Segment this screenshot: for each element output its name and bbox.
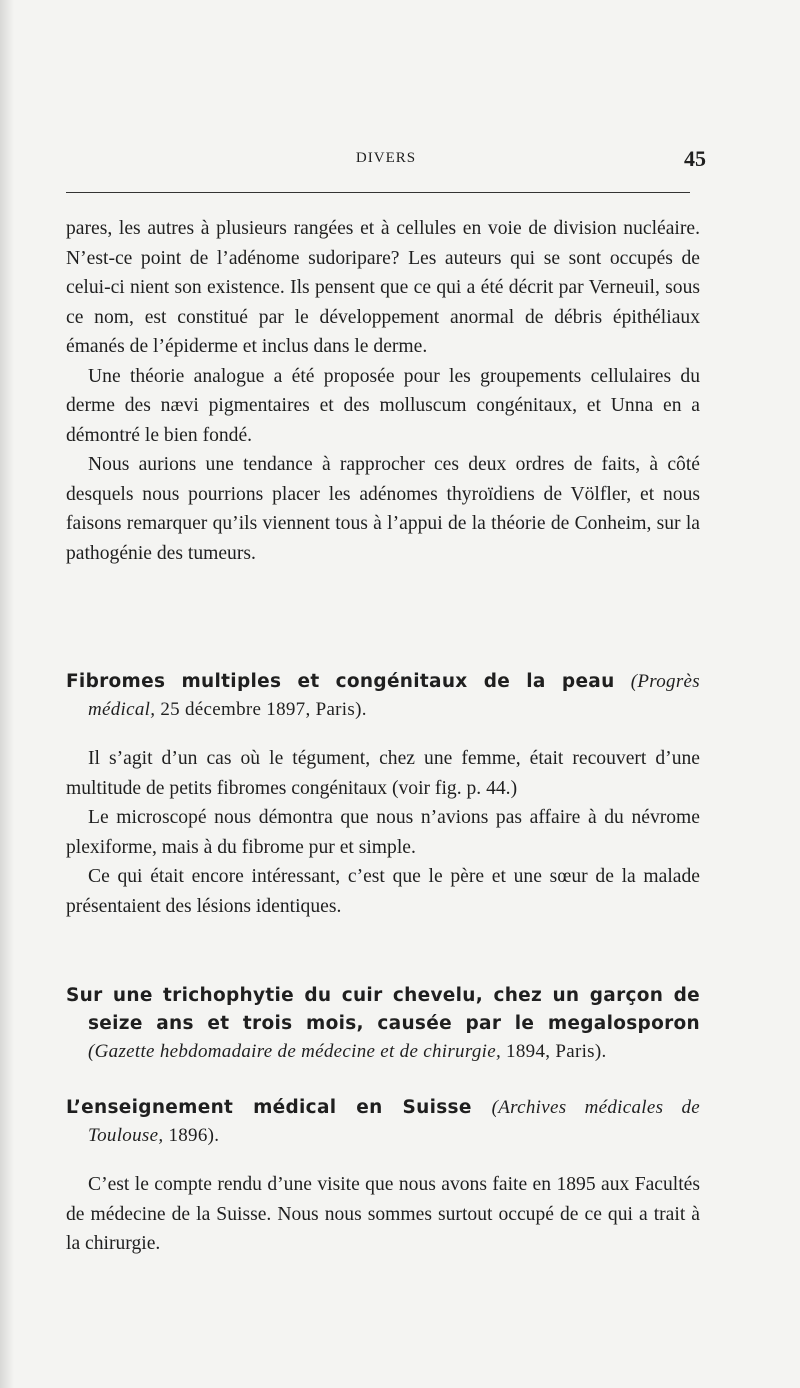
reference-date: 25 décembre 1897, Paris). (155, 699, 367, 720)
paragraph: Le microscopé nous démontra que nous n’avions pas affaire à du névrome plexiforme, mais à du fibrome pur et simple. (66, 807, 700, 858)
article-fibromes (66, 668, 700, 921)
paragraph: Ce qui était encore intéressant, c’est que le père et une sœur de la malade présentaient des lésions identiques. (66, 866, 700, 917)
paragraph: C’est le compte rendu d’une visite que nous avons faite en 1895 aux Facultés de médecine de la Suisse. Nous nous sommes surtout occupé de ce qui a trait à la chirurgie. (66, 1174, 700, 1254)
article-trichophytie (66, 982, 700, 1066)
continued-section (66, 214, 700, 568)
page-edge-shadow (0, 0, 14, 1388)
article-heading (66, 982, 700, 1066)
reference-date: 1894, Paris). (501, 1041, 607, 1062)
article-heading (66, 668, 700, 724)
reference-source: (Progrès médical, (88, 671, 700, 720)
reference-source: (Archives médicales de Toulouse, (88, 1097, 700, 1146)
article-reference (88, 1041, 607, 1062)
running-head (66, 146, 706, 178)
page-number: 45 (684, 146, 706, 171)
running-title: DIVERS (355, 150, 417, 166)
reference-source: (Gazette hebdomadaire de médecine et de chirurgie, (88, 1041, 501, 1062)
article-title: Sur une trichophytie du cuir chevelu, chez un garçon de seize ans et trois mois, causée par le megalosporon (66, 985, 700, 1034)
article-heading (66, 1094, 700, 1150)
reference-date: 1896). (163, 1125, 220, 1146)
article-enseignement (66, 1094, 700, 1259)
header-rule (66, 192, 690, 193)
paragraph: Une théorie analogue a été proposée pour les groupements cellulaires du derme des nævi pigmentaires et des molluscum congénitaux, et Unna en a démontré le bien fondé. (66, 365, 700, 446)
paragraph: pares, les autres à plusieurs rangées et à cellules en voie de division nucléaire. N’est-ce point de l’adénome sudoripare? Les auteurs qui se sont occupés de celui-ci nient son existence. Ils pensent que ce qui a été décrit par Verneuil, sous ce nom, est constitué par le développement anormal de débris épithéliaux émanés de l’épiderme et inclus dans le derme. (66, 218, 700, 357)
article-title: Fibromes multiples et congénitaux de la peau (66, 671, 615, 692)
paragraph: Il s’agit d’un cas où le tégument, chez une femme, était recouvert d’une multitude de petits fibromes congénitaux (voir fig. p. 44.) (66, 748, 700, 799)
article-title: L’enseignement médical en Suisse (66, 1097, 472, 1118)
paragraph: Nous aurions une tendance à rapprocher ces deux ordres de faits, à côté desquels nous pourrions placer les adénomes thyroïdiens de Völfler, et nous faisons remarquer qu’ils viennent tous à l’appui de la théorie de Conheim, sur la pathogénie des tumeurs. (66, 454, 700, 564)
